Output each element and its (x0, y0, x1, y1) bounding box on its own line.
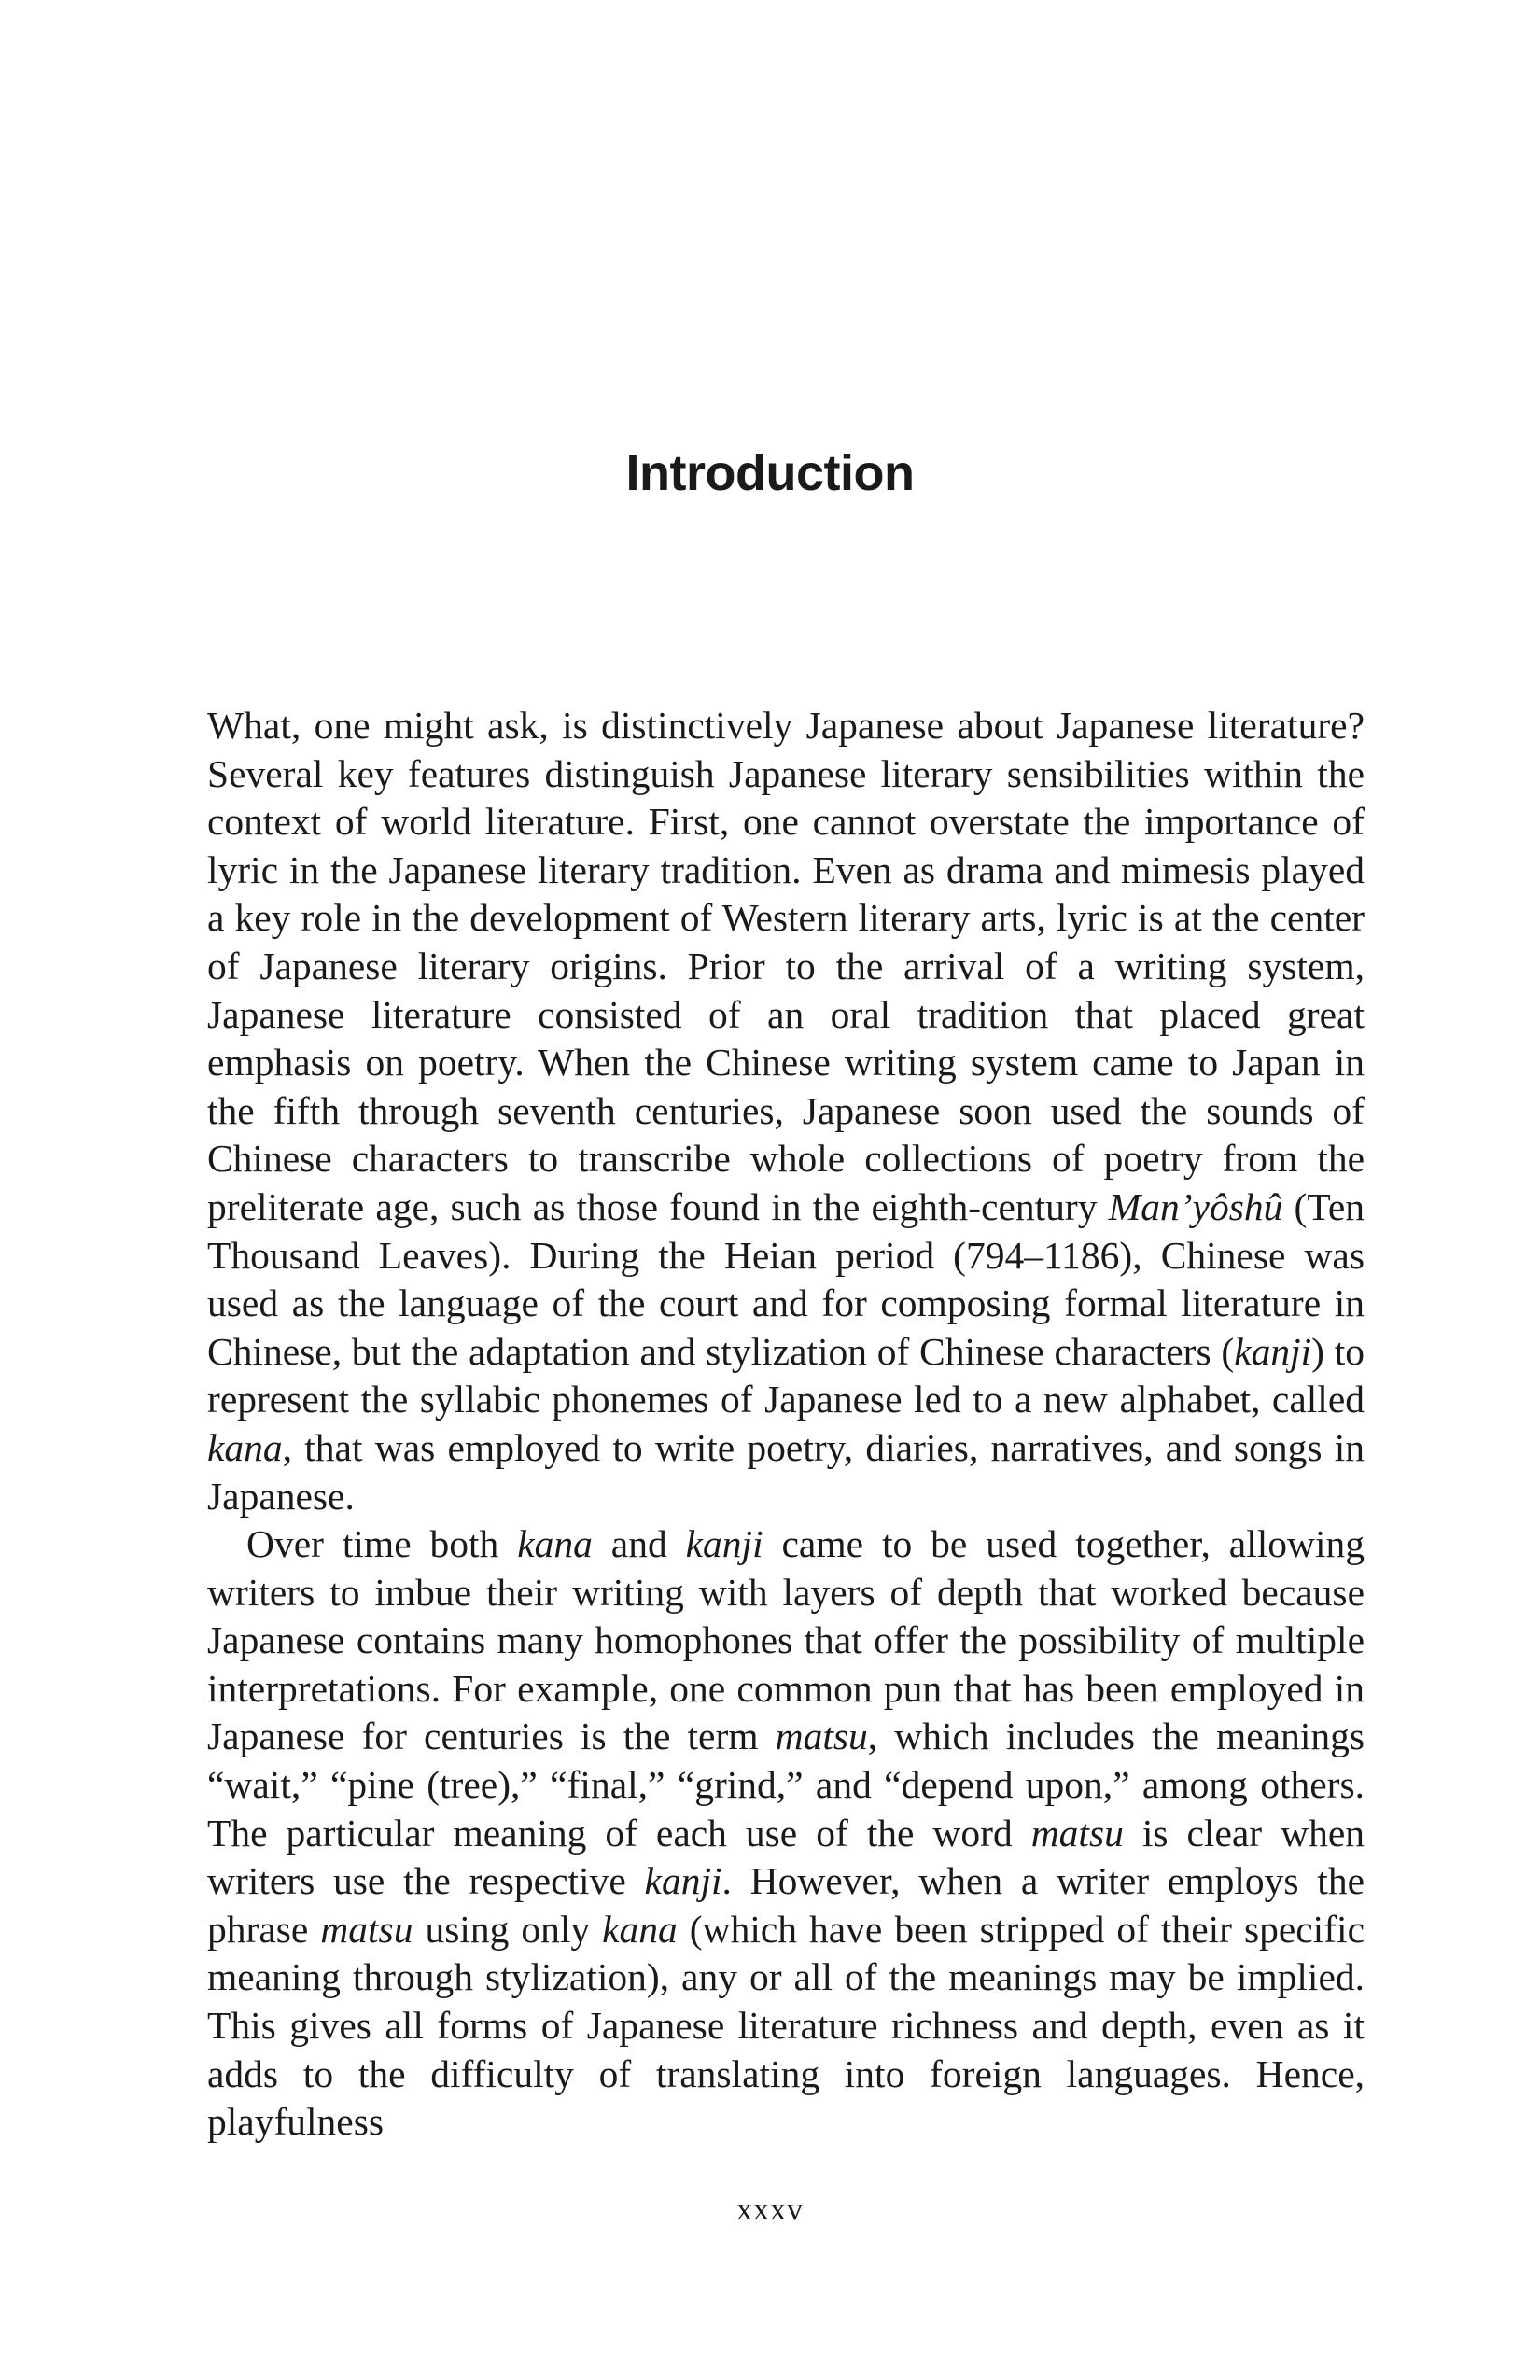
text-run: What, one might ask, is distinctively Japanese about Japanese literature? Several key features distinguish Japanese literary sensibilities within the context of world literature. First, one cannot overstate the importance of lyric in the Japanese literary tradition. Even as drama and mimesis played a key role in the development of Western literary arts, lyric is at the center of Japanese literary origins. Prior to the arrival of a writing system, Japanese literature consisted of an oral tradition that placed great emphasis on poetry. When the Chinese writing system came to Japan in the fifth through seventh centuries, Japanese soon used the sounds of Chinese characters to transcribe whole collections of poetry from the preliterate age, such as those found in the eighth-century (207, 704, 1365, 1228)
text-run: . However, when a writer employs the phrase (207, 1859, 1365, 1951)
italic-term-matsu: matsu (775, 1715, 868, 1758)
body-text (207, 702, 1365, 2147)
italic-term-kana: kana (517, 1522, 593, 1566)
text-run: , that was employed to write poetry, diaries, narratives, and songs in Japanese. (207, 1425, 1365, 1518)
text-run: ) to represent the syllabic phonemes of Japanese led to a new alphabet, called (207, 1329, 1365, 1421)
text-run: came to be used together, allowing writers to imbue their writing with layers of depth that worked because Japanese contains many homophones that offer the possibility of multiple interpretations. For example, one common pun that has been employed in Japanese for centuries is the term (207, 1522, 1365, 1758)
text-run: Over time both (246, 1522, 518, 1566)
italic-term-kanji: kanji (685, 1522, 763, 1566)
italic-term-kana: kana (602, 1907, 678, 1951)
italic-term-matsu: matsu (1030, 1811, 1124, 1855)
page-title: Introduction (625, 445, 915, 501)
italic-term-kanji: kanji (1234, 1329, 1312, 1373)
text-run: and (592, 1522, 686, 1566)
paragraph (207, 702, 1365, 1520)
text-run: (Ten Thousand Leaves). During the Heian period (794–1186), Chinese was used as the language of the court and for composing formal literature in Chinese, but the adaptation and stylization of Chinese characters ( (207, 1184, 1365, 1373)
italic-term-kana: kana (207, 1425, 283, 1469)
italic-term-kanji: kanji (644, 1859, 722, 1903)
text-run: (which have been stripped of their specific meaning through stylization), any or all of the meanings may be implied. This gives all forms of Japanese literature richness and depth, even as it adds to the difficulty of translating into foreign languages. Hence, playfulness (207, 1907, 1365, 2144)
italic-term-matsu: matsu (320, 1907, 413, 1951)
text-run: , which includes the meanings “wait,” “pine (tree),” “final,” “grind,” and “depend upon,” among others. The particular meaning of each use of the word (207, 1715, 1365, 1855)
text-run: is clear when writers use the respective (207, 1811, 1365, 1903)
text-run: using only (413, 1907, 603, 1951)
italic-title-manyoshu: Man’yôshû (1108, 1184, 1283, 1228)
paragraph (207, 1520, 1365, 2147)
page-number: xxxv (736, 2192, 804, 2227)
